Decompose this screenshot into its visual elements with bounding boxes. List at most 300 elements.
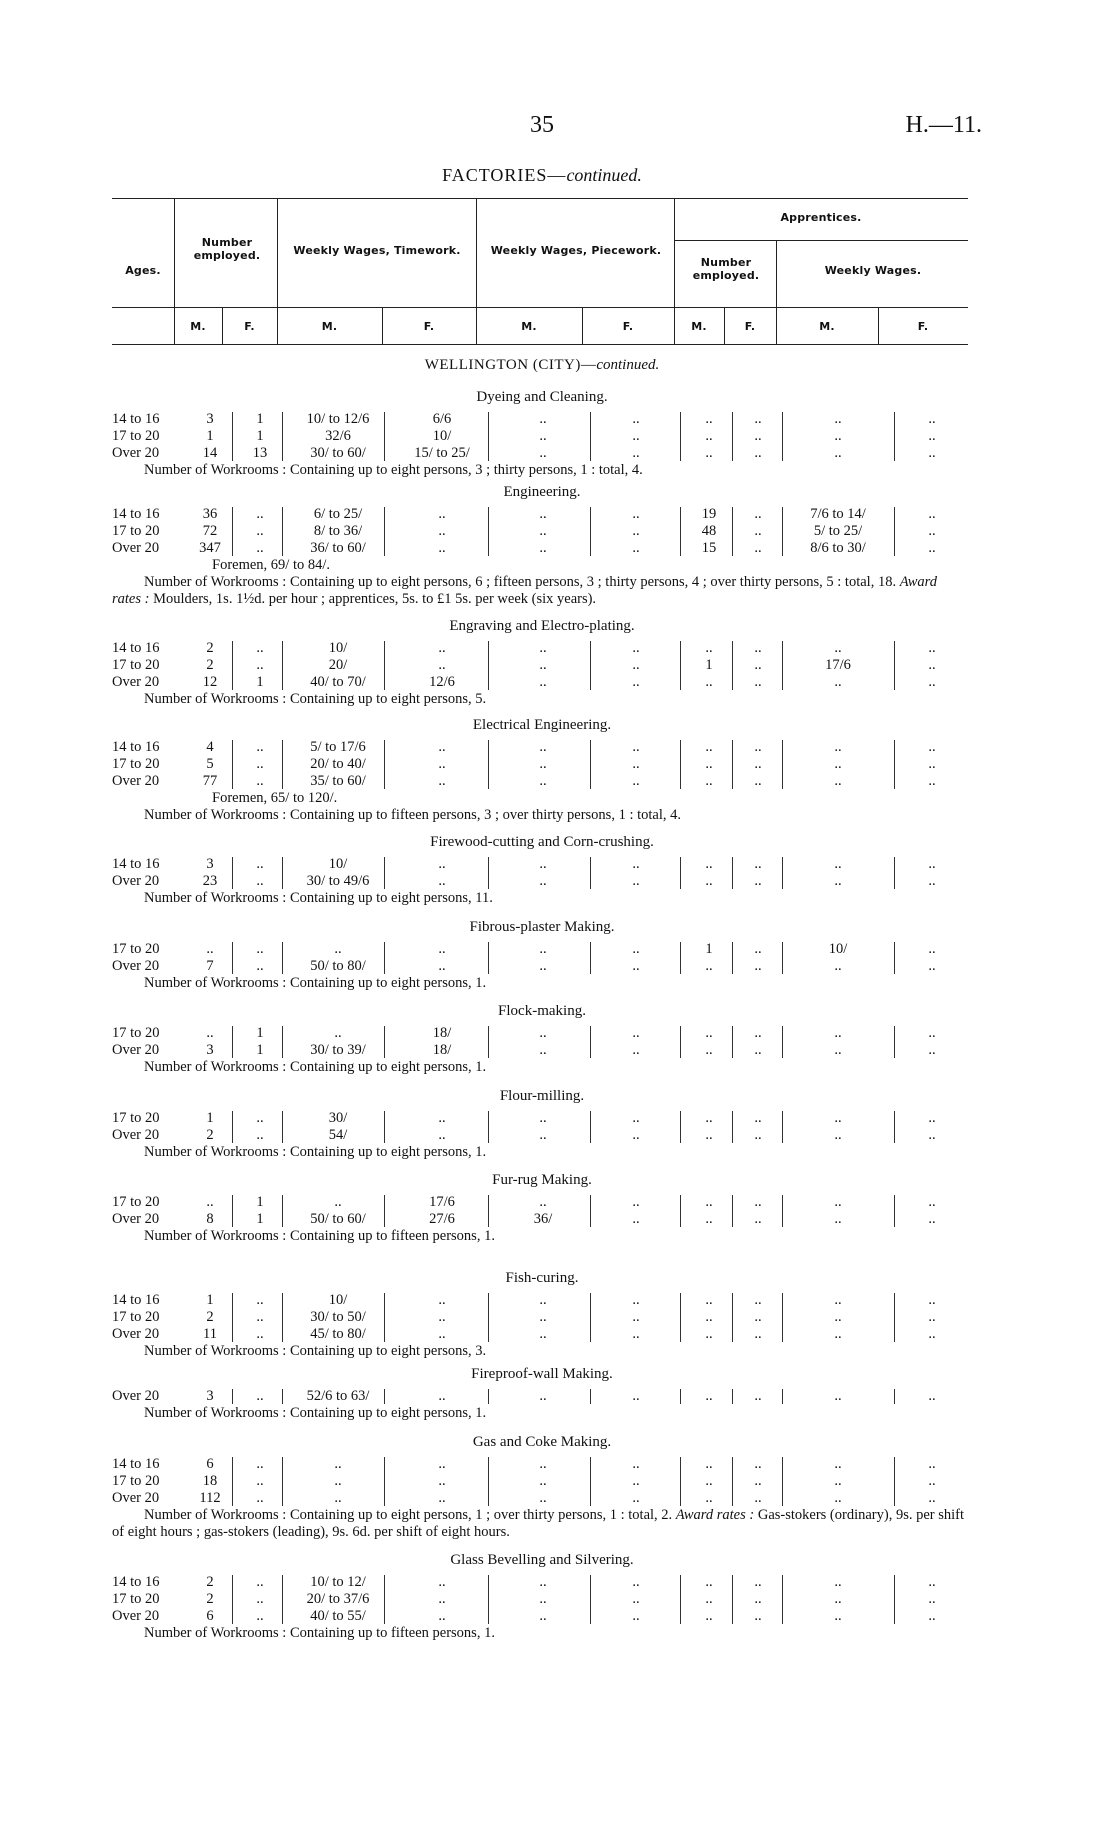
cell-pf: .. (632, 941, 640, 957)
cell-awf: .. (928, 674, 936, 690)
cell-pm: .. (539, 540, 547, 556)
cell-pm: .. (539, 873, 547, 889)
region-title-continued: continued. (596, 357, 660, 373)
cell-af: .. (754, 756, 762, 772)
cell-awf: .. (928, 958, 936, 974)
column-rule (732, 412, 733, 461)
cell-am: .. (705, 873, 713, 889)
cell-awf: .. (928, 657, 936, 673)
cell-nm: 36 (202, 506, 218, 522)
column-rule (384, 1575, 385, 1624)
cell-nf: .. (256, 941, 264, 957)
header-app-number-employed: Number employed. (692, 256, 760, 282)
workrooms-text: Number of Workrooms : Containing up to eight persons, 1 ; over thirty persons, 1 : total, 2. (144, 1507, 673, 1523)
column-rule (782, 1026, 783, 1058)
column-rule (590, 1575, 591, 1624)
cell-tf: .. (438, 1591, 446, 1607)
cell-af: .. (754, 1608, 762, 1624)
cell-tf: 18/ (432, 1025, 452, 1041)
cell-tm: 10/ (328, 640, 348, 656)
section-title: Firewood-cutting and Corn-crushing. (430, 834, 654, 850)
table-row (0, 1456, 1114, 1473)
column-rule (680, 1026, 681, 1058)
cell-pf: .. (632, 739, 640, 755)
cell-pf: .. (632, 657, 640, 673)
cell-tf: 27/6 (429, 1211, 455, 1227)
cell-pf: .. (632, 1025, 640, 1041)
cell-nm: 347 (199, 540, 221, 556)
section-title: Engineering. (503, 484, 581, 500)
cell-tm: 5/ to 17/6 (310, 739, 366, 755)
column-rule (282, 412, 283, 461)
cell-af: .. (754, 739, 762, 755)
age-cell: 17 to 20 (112, 1025, 160, 1041)
column-rule (232, 942, 233, 974)
column-rule (680, 507, 681, 556)
column-rule (894, 1293, 895, 1342)
cell-awf: .. (928, 1292, 936, 1308)
age-cell: 14 to 16 (112, 856, 160, 872)
cell-nm: .. (206, 941, 214, 957)
table-row (0, 1309, 1114, 1326)
cell-nf: 1 (256, 411, 264, 427)
cell-nf: .. (256, 1110, 264, 1126)
cell-awm: .. (834, 428, 842, 444)
age-cell: Over 20 (112, 1490, 160, 1506)
column-rule (488, 507, 489, 556)
section-title: Fur-rug Making. (492, 1172, 592, 1188)
cell-nf: .. (256, 1608, 264, 1624)
column-rule (384, 641, 385, 690)
cell-pm: 36/ (533, 1211, 553, 1227)
cell-tf: 17/6 (429, 1194, 455, 1210)
cell-pf: .. (632, 1042, 640, 1058)
column-rule (282, 641, 283, 690)
column-rule (488, 412, 489, 461)
cell-af: .. (754, 1292, 762, 1308)
cell-nm: 2 (206, 1574, 214, 1590)
region-title (0, 357, 1084, 374)
header-m: M. (190, 320, 206, 333)
cell-af: .. (754, 506, 762, 522)
cell-awf: .. (928, 1042, 936, 1058)
column-header (112, 198, 968, 346)
column-rule (680, 1293, 681, 1342)
column-rule (590, 641, 591, 690)
cell-nf: .. (256, 1292, 264, 1308)
workrooms-text: Number of Workrooms : Containing up to eight persons, 1. (144, 975, 487, 991)
table-row (0, 445, 1114, 462)
cell-awf: .. (928, 1211, 936, 1227)
cell-tf: .. (438, 773, 446, 789)
cell-am: .. (705, 1388, 713, 1404)
cell-nf: .. (256, 756, 264, 772)
cell-am: .. (705, 1127, 713, 1143)
cell-pm: .. (539, 1194, 547, 1210)
cell-am: .. (705, 1110, 713, 1126)
cell-nm: 5 (206, 756, 214, 772)
section (0, 1172, 1114, 1282)
cell-pm: .. (539, 1326, 547, 1342)
age-cell: 14 to 16 (112, 1574, 160, 1590)
column-rule (282, 740, 283, 789)
column-rule (894, 507, 895, 556)
cell-af: .. (754, 1388, 762, 1404)
cell-nf: .. (256, 1326, 264, 1342)
cell-awm: .. (834, 411, 842, 427)
cell-nf: .. (256, 856, 264, 872)
cell-pm: .. (539, 411, 547, 427)
cell-tf: .. (438, 1608, 446, 1624)
cell-nm: 77 (202, 773, 218, 789)
column-rule (384, 507, 385, 556)
cell-pf: .. (632, 523, 640, 539)
cell-af: .. (754, 657, 762, 673)
cell-am: .. (705, 1025, 713, 1041)
column-rule (282, 1575, 283, 1624)
cell-tm: 10/ to 12/6 (306, 411, 370, 427)
workrooms-note (112, 890, 968, 907)
cell-af: .. (754, 1574, 762, 1590)
cell-tm: 8/ to 36/ (313, 523, 363, 539)
column-rule (782, 740, 783, 789)
region-title-text: WELLINGTON (CITY)— (424, 357, 597, 373)
cell-pf: .. (632, 1388, 640, 1404)
column-rule (680, 1457, 681, 1506)
workrooms-text: Number of Workrooms : Containing up to eight persons, 5. (144, 691, 487, 707)
cell-tf: 10/ (432, 428, 452, 444)
page-number: 35 (530, 112, 554, 138)
cell-af: .. (754, 1025, 762, 1041)
column-rule (782, 857, 783, 889)
cell-tf: .. (438, 739, 446, 755)
column-rule (894, 412, 895, 461)
cell-am: 48 (701, 523, 717, 539)
cell-awf: .. (928, 756, 936, 772)
cell-nm: 2 (206, 1591, 214, 1607)
cell-tm: .. (334, 1490, 342, 1506)
workrooms-note (112, 1059, 968, 1076)
cell-am: .. (705, 1456, 713, 1472)
cell-nm: 1 (206, 428, 214, 444)
column-rule (732, 641, 733, 690)
cell-pf: .. (632, 1490, 640, 1506)
column-rule (782, 1575, 783, 1624)
cell-pf: .. (632, 1591, 640, 1607)
header-m: M. (521, 320, 537, 333)
cell-am: .. (705, 773, 713, 789)
cell-tm: 40/ to 55/ (310, 1608, 366, 1624)
cell-nm: 6 (206, 1608, 214, 1624)
cell-pf: .. (632, 1326, 640, 1342)
cell-awf: .. (928, 411, 936, 427)
cell-nm: 3 (206, 856, 214, 872)
age-cell: Over 20 (112, 1042, 160, 1058)
column-rule (488, 1195, 489, 1227)
cell-af: .. (754, 773, 762, 789)
table-row (0, 1110, 1114, 1127)
cell-nm: 7 (206, 958, 214, 974)
column-rule (732, 1195, 733, 1227)
cell-pm: .. (539, 506, 547, 522)
column-rule (232, 1293, 233, 1342)
cell-af: .. (754, 1326, 762, 1342)
cell-nf: .. (256, 1127, 264, 1143)
column-rule (282, 1389, 283, 1404)
cell-pm: .. (539, 640, 547, 656)
cell-awm: 10/ (828, 941, 848, 957)
age-cell: 17 to 20 (112, 1194, 160, 1210)
age-cell: 14 to 16 (112, 1456, 160, 1472)
cell-pf: .. (632, 506, 640, 522)
table-row (0, 640, 1114, 657)
cell-nf: .. (256, 506, 264, 522)
header-f: F. (244, 320, 255, 333)
cell-awf: .. (928, 1326, 936, 1342)
column-rule (782, 942, 783, 974)
cell-pm: .. (539, 657, 547, 673)
cell-pm: .. (539, 1042, 547, 1058)
cell-tf: .. (438, 1110, 446, 1126)
table-row (0, 1127, 1114, 1144)
column-rule (488, 1575, 489, 1624)
cell-af: .. (754, 1194, 762, 1210)
cell-awm: 8/6 to 30/ (810, 540, 866, 556)
workrooms-note (112, 1405, 968, 1422)
cell-tm: 40/ to 70/ (310, 674, 366, 690)
column-rule (894, 942, 895, 974)
column-rule (894, 1457, 895, 1506)
cell-tf: .. (438, 1490, 446, 1506)
header-f: F. (423, 320, 435, 333)
cell-nf: 1 (256, 674, 264, 690)
cell-nf: .. (256, 773, 264, 789)
column-rule (782, 1111, 783, 1143)
cell-tf: .. (438, 958, 446, 974)
cell-tm: 6/ to 25/ (313, 506, 363, 522)
cell-nm: 1 (206, 1292, 214, 1308)
cell-nm: .. (206, 1194, 214, 1210)
table-row (0, 506, 1114, 523)
cell-am: .. (705, 428, 713, 444)
table-row (0, 1490, 1114, 1507)
column-rule (590, 1457, 591, 1506)
age-cell: 17 to 20 (112, 941, 160, 957)
age-cell: 14 to 16 (112, 411, 160, 427)
cell-nf: .. (256, 1473, 264, 1489)
cell-pm: .. (539, 1127, 547, 1143)
column-rule (232, 1389, 233, 1404)
section (0, 389, 1114, 499)
age-cell: 17 to 20 (112, 1309, 160, 1325)
cell-awf: .. (928, 739, 936, 755)
column-rule (894, 1195, 895, 1227)
age-cell: 14 to 16 (112, 640, 160, 656)
column-rule (894, 641, 895, 690)
cell-tm: 45/ to 80/ (310, 1326, 366, 1342)
header-f: F. (622, 320, 634, 333)
cell-tf: .. (438, 640, 446, 656)
table-row (0, 1025, 1114, 1042)
cell-nf: .. (256, 1309, 264, 1325)
cell-awm: 7/6 to 14/ (810, 506, 866, 522)
column-rule (488, 857, 489, 889)
cell-awm: .. (834, 773, 842, 789)
age-cell: Over 20 (112, 1127, 160, 1143)
cell-af: .. (754, 873, 762, 889)
table-row (0, 773, 1114, 790)
page-code: H.—11. (905, 112, 982, 138)
cell-awf: .. (928, 856, 936, 872)
cell-am: .. (705, 1042, 713, 1058)
age-cell: Over 20 (112, 1211, 160, 1227)
cell-awf: .. (928, 428, 936, 444)
cell-tf: .. (438, 506, 446, 522)
cell-nf: 1 (256, 1025, 264, 1041)
table-row (0, 428, 1114, 445)
column-rule (232, 641, 233, 690)
cell-tf: .. (438, 1473, 446, 1489)
cell-awm: .. (834, 1591, 842, 1607)
column-rule (894, 740, 895, 789)
cell-tf: 6/6 (432, 411, 452, 427)
header-ages: Ages. (125, 264, 161, 277)
cell-pm: .. (539, 1473, 547, 1489)
header-m: M. (321, 320, 338, 333)
cell-tf: .. (438, 657, 446, 673)
cell-tf: 18/ (432, 1042, 452, 1058)
table-row (0, 1042, 1114, 1059)
workrooms-text: Number of Workrooms : Containing up to eight persons, 11. (144, 890, 493, 906)
cell-nm: 18 (202, 1473, 218, 1489)
column-rule (488, 1457, 489, 1506)
cell-nf: 1 (256, 1042, 264, 1058)
cell-pm: .. (539, 1025, 547, 1041)
cell-nf: 1 (256, 1194, 264, 1210)
column-rule (384, 1457, 385, 1506)
cell-nm: 3 (206, 1388, 214, 1404)
cell-tm: 54/ (328, 1127, 348, 1143)
column-rule (384, 412, 385, 461)
award-rates-label: Award rates : (675, 1507, 755, 1523)
cell-am: .. (705, 1309, 713, 1325)
workrooms-note (112, 1343, 968, 1360)
cell-nm: 3 (206, 1042, 214, 1058)
workrooms-note (112, 1507, 968, 1541)
cell-awf: .. (928, 640, 936, 656)
cell-pf: .. (632, 1309, 640, 1325)
cell-nf: .. (256, 739, 264, 755)
column-rule (680, 857, 681, 889)
column-rule (782, 1389, 783, 1404)
table-row (0, 1473, 1114, 1490)
cell-awm: .. (834, 1042, 842, 1058)
cell-tm: 50/ to 80/ (310, 958, 366, 974)
cell-awm: .. (834, 1388, 842, 1404)
cell-pm: .. (539, 958, 547, 974)
cell-am: .. (705, 1574, 713, 1590)
cell-awm: .. (834, 1110, 842, 1126)
column-rule (732, 740, 733, 789)
cell-tf: .. (438, 1127, 446, 1143)
column-rule (488, 1389, 489, 1404)
workrooms-text: Number of Workrooms : Containing up to fifteen persons, 1. (144, 1625, 495, 1641)
cell-awm: .. (834, 1456, 842, 1472)
table-row (0, 411, 1114, 428)
cell-pf: .. (632, 411, 640, 427)
cell-tm: 20/ (328, 657, 348, 673)
cell-awm: 5/ to 25/ (813, 523, 863, 539)
cell-tm: 30/ to 50/ (310, 1309, 366, 1325)
column-rule (732, 1111, 733, 1143)
cell-tm: 30/ to 39/ (310, 1042, 366, 1058)
column-rule (590, 507, 591, 556)
column-rule (384, 740, 385, 789)
section (0, 1270, 1114, 1380)
header-f: F. (917, 320, 929, 333)
cell-af: .. (754, 640, 762, 656)
cell-nm: 6 (206, 1456, 214, 1472)
table-row (0, 1194, 1114, 1211)
cell-awf: .. (928, 523, 936, 539)
cell-nf: .. (256, 1574, 264, 1590)
cell-nm: 1 (206, 1110, 214, 1126)
cell-awf: .. (928, 445, 936, 461)
cell-pm: .. (539, 1110, 547, 1126)
cell-awf: .. (928, 540, 936, 556)
cell-pm: .. (539, 739, 547, 755)
cell-awf: .. (928, 941, 936, 957)
workrooms-note (112, 975, 968, 992)
cell-pf: .. (632, 1456, 640, 1472)
column-rule (680, 1195, 681, 1227)
cell-pf: .. (632, 640, 640, 656)
section-title: Fireproof-wall Making. (471, 1366, 613, 1382)
workrooms-note (112, 807, 968, 824)
header-apprentices: Apprentices. (780, 211, 862, 224)
cell-awm: .. (834, 674, 842, 690)
cell-pf: .. (632, 674, 640, 690)
cell-am: .. (705, 856, 713, 872)
cell-awm: .. (834, 1490, 842, 1506)
column-rule (680, 1575, 681, 1624)
cell-tf: .. (438, 941, 446, 957)
section (0, 618, 1114, 728)
cell-af: .. (754, 1490, 762, 1506)
column-rule (282, 1111, 283, 1143)
age-cell: 17 to 20 (112, 428, 160, 444)
cell-pm: .. (539, 674, 547, 690)
column-rule (232, 1457, 233, 1506)
cell-nf: .. (256, 1456, 264, 1472)
column-rule (732, 1389, 733, 1404)
cell-pf: .. (632, 1574, 640, 1590)
section-title: Flock-making. (498, 1003, 586, 1019)
table-row (0, 873, 1114, 890)
age-cell: 14 to 16 (112, 1292, 160, 1308)
column-rule (732, 1026, 733, 1058)
column-rule (232, 740, 233, 789)
cell-tm: .. (334, 1473, 342, 1489)
column-rule (590, 1293, 591, 1342)
page-title (0, 165, 1084, 186)
table-row (0, 1591, 1114, 1608)
table-row (0, 739, 1114, 756)
cell-awm: .. (834, 1194, 842, 1210)
cell-pm: .. (539, 1608, 547, 1624)
table-row (0, 1292, 1114, 1309)
age-cell: Over 20 (112, 958, 160, 974)
